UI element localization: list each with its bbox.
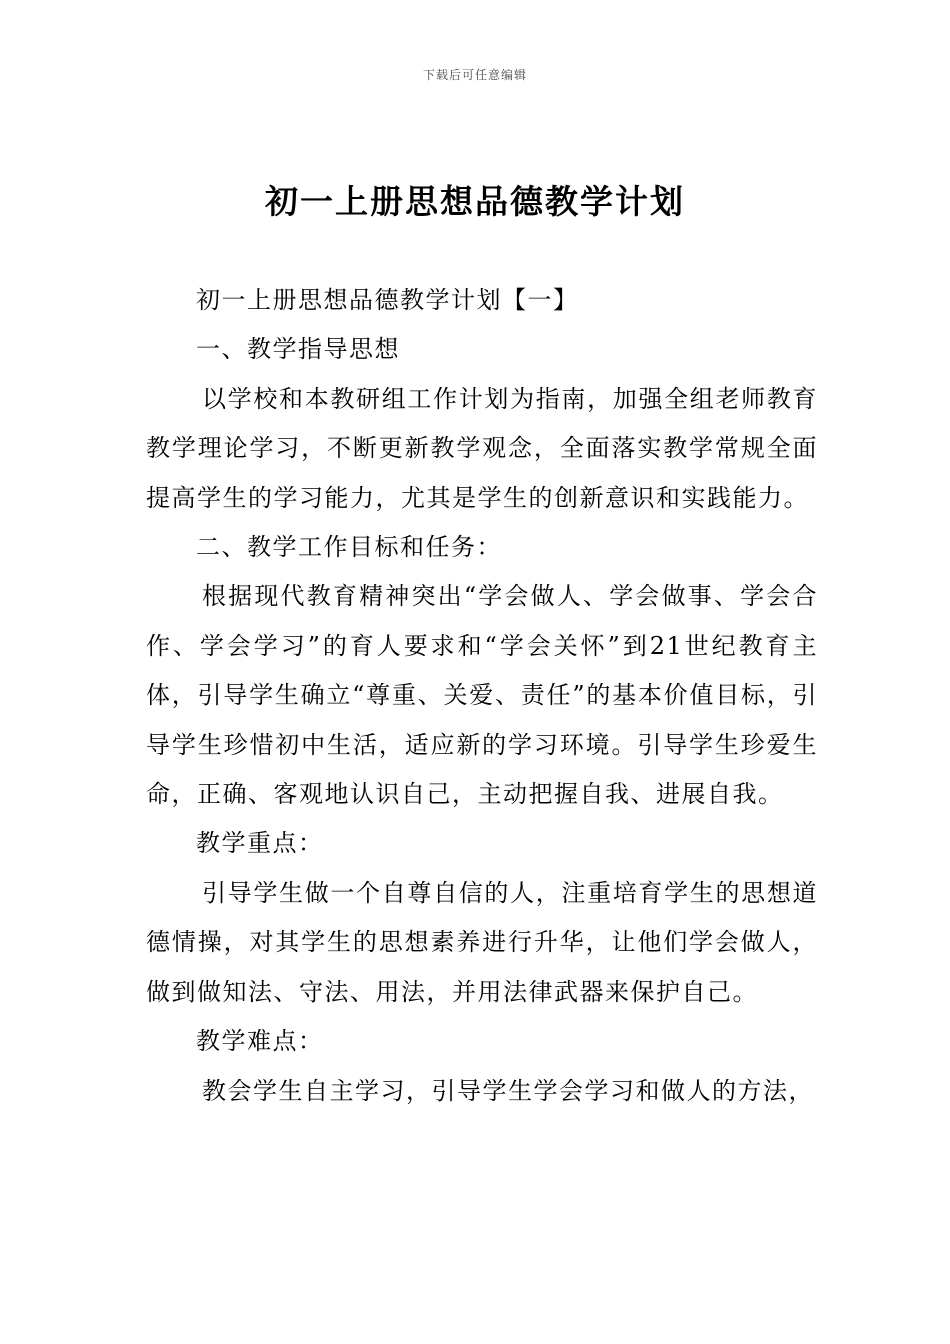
section-heading: 初一上册思想品德教学计划【一】 xyxy=(196,286,579,314)
document-body xyxy=(146,276,818,1116)
body-paragraph: 根据现代教育精神突出“学会做人、学会做事、学会合作、学会学习”的育人要求和“学会关怀”到21世纪教育主体，引导学生确立“尊重、关爱、责任”的基本价值目标，引导学生珍惜初中生活，适应新的学习环境。引导学生珍爱生命，正确、客观地认识自己，主动把握自我、进展自我。 xyxy=(146,582,818,809)
body-paragraph: 以学校和本教研组工作计划为指南，加强全组老师教育教学理论学习，不断更新教学观念，全面落实教学常规全面提高学生的学习能力，尤其是学生的创新意识和实践能力。 xyxy=(146,384,818,512)
body-paragraph: 教会学生自主学习，引导学生学会学习和做人的方法， xyxy=(202,1076,814,1105)
page-header-note: 下载后可任意编辑 xyxy=(422,68,527,82)
body-paragraph: 引导学生做一个自尊自信的人，注重培育学生的思想道德情操，对其学生的思想素养进行升华，让他们学会做人，做到做知法、守法、用法，并用法律武器来保护自己。 xyxy=(146,878,818,1006)
section-heading: 教学重点： xyxy=(196,829,324,858)
section-heading: 二、教学工作目标和任务： xyxy=(196,533,502,562)
section-heading: 一、教学指导思想 xyxy=(196,335,400,364)
document-title: 初一上册思想品德教学计划 xyxy=(265,182,685,221)
section-heading: 教学难点： xyxy=(196,1027,324,1056)
